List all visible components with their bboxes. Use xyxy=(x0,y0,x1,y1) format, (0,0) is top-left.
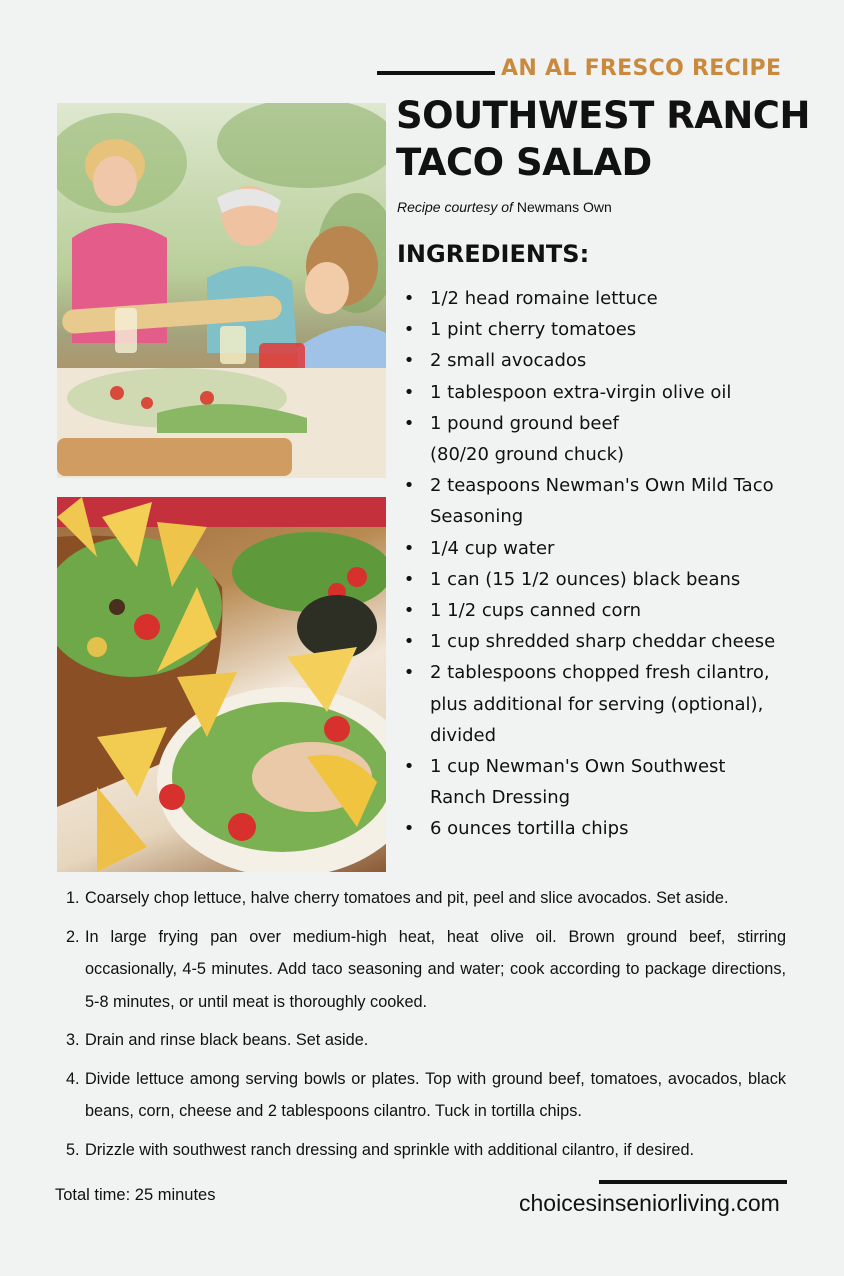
ingredient-text: 1 pint cherry tomatoes xyxy=(430,319,637,341)
bullet-icon: • xyxy=(403,818,415,840)
instructions-list xyxy=(66,882,786,1172)
ingredient-item xyxy=(402,657,802,751)
instruction-step xyxy=(66,921,786,1019)
ingredients-heading: INGREDIENTS: xyxy=(397,240,590,268)
instruction-step xyxy=(66,882,786,915)
bullet-icon: • xyxy=(403,600,415,622)
step-number: 5. xyxy=(66,1140,80,1159)
step-text: Drizzle with southwest ranch dressing and sprinkle with additional cilantro, if desired. xyxy=(85,1140,695,1159)
bullet-icon: • xyxy=(403,319,415,341)
bullet-icon: • xyxy=(403,662,415,684)
step-number: 3. xyxy=(66,1031,80,1049)
ingredient-item xyxy=(402,813,802,844)
ingredient-text: Ranch Dressing xyxy=(430,787,571,809)
ingredient-text: 1 tablespoon extra-virgin olive oil xyxy=(430,381,732,403)
step-number: 4. xyxy=(66,1069,80,1088)
ingredient-item xyxy=(402,751,802,813)
instruction-step xyxy=(66,1063,786,1128)
ingredient-text: 2 teaspoons Newman's Own Mild Taco xyxy=(430,475,774,497)
ingredient-text: Seasoning xyxy=(430,506,524,528)
step-number: 1. xyxy=(66,889,80,907)
step-text: Coarsely chop lettuce, halve cherry tomatoes and pit, peel and slice avocados. Set aside. xyxy=(85,889,729,907)
ingredient-text: 1/2 head romaine lettuce xyxy=(430,288,658,309)
ingredient-item xyxy=(402,377,802,408)
ingredient-text: 6 ounces tortilla chips xyxy=(430,818,629,840)
total-time: Total time: 25 minutes xyxy=(55,1186,216,1204)
ingredient-text: (80/20 ground chuck) xyxy=(430,444,625,466)
ingredient-text: plus additional for serving (optional), xyxy=(430,693,764,715)
ingredient-text: 1 can (15 1/2 ounces) black beans xyxy=(430,568,741,590)
ingredient-item xyxy=(402,533,802,564)
bullet-icon: • xyxy=(403,631,415,653)
ingredient-text: 1 pound ground beef xyxy=(430,412,619,434)
step-text: Drain and rinse black beans. Set aside. xyxy=(85,1031,369,1049)
ingredient-text: divided xyxy=(430,724,497,746)
ingredient-text: 1 1/2 cups canned corn xyxy=(430,600,642,622)
ingredient-item xyxy=(402,345,802,376)
bullet-icon: • xyxy=(403,475,415,497)
title-line-2: TACO SALAD xyxy=(396,141,652,184)
instruction-step xyxy=(66,1024,786,1057)
ingredient-item xyxy=(402,283,802,314)
taco-salad-photo xyxy=(57,497,386,872)
bullet-icon: • xyxy=(403,288,415,309)
ingredient-item xyxy=(402,564,802,595)
recipe-credit xyxy=(397,199,612,215)
bullet-icon: • xyxy=(403,568,415,590)
ingredient-item xyxy=(402,408,802,470)
bullet-icon: • xyxy=(403,381,415,403)
accent-rule-top xyxy=(377,71,495,75)
family-dinner-illustration xyxy=(57,103,386,478)
ingredient-item xyxy=(402,314,802,345)
instruction-step xyxy=(66,1134,786,1167)
ingredient-text: 1/4 cup water xyxy=(430,537,555,559)
bullet-icon: • xyxy=(403,412,415,434)
credit-prefix: Recipe courtesy of xyxy=(397,199,513,215)
taco-salad-illustration xyxy=(57,497,386,872)
ingredient-item xyxy=(402,595,802,626)
credit-source: Newmans Own xyxy=(516,199,612,215)
family-dinner-photo xyxy=(57,103,386,478)
bullet-icon: • xyxy=(403,537,415,559)
ingredient-text: 1 cup shredded sharp cheddar cheese xyxy=(430,631,776,653)
ingredient-text: 2 small avocados xyxy=(430,350,587,372)
website-url: choicesinseniorliving.com xyxy=(519,1190,780,1216)
title-line-1: SOUTHWEST RANCH xyxy=(396,94,810,137)
bullet-icon: • xyxy=(403,756,415,778)
step-text: Divide lettuce among serving bowls or plates. Top with ground beef, tomatoes, avocados, black beans, corn, cheese and 2 tablespoons cilantro. Tuck in tortilla chips. xyxy=(85,1069,786,1120)
ingredient-text: 2 tablespoons chopped fresh cilantro, xyxy=(430,662,770,684)
ingredient-text: 1 cup Newman's Own Southwest xyxy=(430,756,726,778)
accent-rule-bottom xyxy=(599,1180,787,1184)
ingredient-item xyxy=(402,470,802,532)
ingredient-item xyxy=(402,626,802,657)
ingredients-list xyxy=(402,283,802,845)
bullet-icon: • xyxy=(403,350,415,372)
recipe-title xyxy=(396,92,816,186)
recipe-eyebrow: AN AL FRESCO RECIPE xyxy=(501,56,782,81)
step-text: In large frying pan over medium-high heat, heat olive oil. Brown ground beef, stirring occasionally, 4-5 minutes. Add taco seasoning and water; cook according to package directions, 5-8 minutes, or until meat is thoroughly cooked. xyxy=(85,927,786,1011)
step-number: 2. xyxy=(66,927,80,946)
